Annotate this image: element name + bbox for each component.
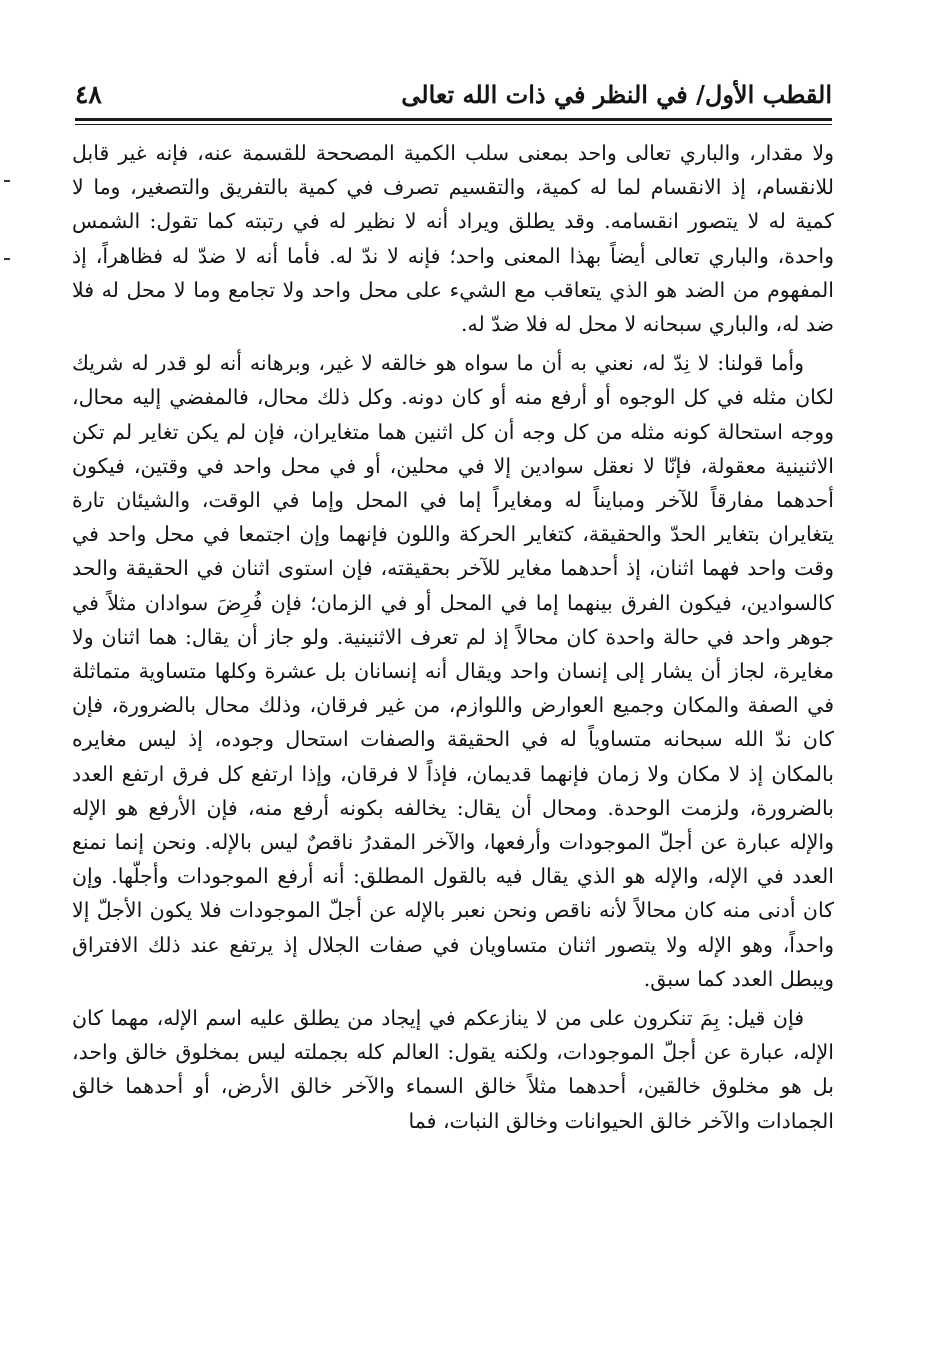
paragraph: فإن قيل: بِمَ تنكرون على من لا ينازعكم في إيجاد من يطلق عليه اسم الإله، مهما كان الإله، عبارة عن أجلّ الموجودات، ولكنه يقول: العالم كله بجملته ليس بمخلوق خالق واحد، بل هو مخلوق خالقين، أحدهما مثلاً خالق السماء والآخر خالق الأرض، أو أحدهما خالق الجمادات والآخر خالق الحيوانات وخالق النبات، فما bbox=[72, 1006, 834, 1133]
paragraph: وأما قولنا: لا نِدّ له، نعني به أن ما سواه هو خالقه لا غير، وبرهانه أنه لو قدر له شريك لكان مثله في كل الوجوه أو أرفع منه أو كان دونه. وكل ذلك محال، فالمفضي إليه محال، ووجه استحالة كونه مثله من كل وجه أن كل اثنين هما متغايران، فإن لم يكن تغاير لم تكن الاثنينية معقولة، فإنّا لا نعقل سوادين إلا في محلين، أو في محل واحد في وقتين، فيكون أحدهما مفارقاً للآخر ومبايناً له ومغايراً إما في المحل وإما في الوقت، والشيئان تارة يتغايران بتغاير الحدّ والحقيقة، كتغاير الحركة واللون فإنهما وإن اجتمعا في محل واحد في وقت واحد فهما اثنان، إذ أحدهما مغاير للآخر بحقيقته، فإن استوى اثنان في الحقيقة والحد كالسوادين، فيكون الفرق بينهما إما في المحل أو في الزمان؛ فإن فُرِضَ سوادان مثلاً في جوهر واحد في حالة واحدة كان محالاً إذ لم تعرف الاثنينية. ولو جاز أن يقال: هما اثنان ولا مغايرة، لجاز أن يشار إلى إنسان واحد ويقال أنه إنسانان بل عشرة وكلها متساوية متماثلة في الصفة والمكان وجميع العوارض واللوازم، من غير فرقان، وذلك محال بالضرورة، فإن كان ندّ الله سبحانه متساوياً له في الحقيقة والصفات استحال وجوده، إذ ليس مغايره بالمكان إذ لا مكان ولا زمان فإنهما قديمان، فإذاً لا فرقان، وإذا ارتفع كل فرق ارتفع العدد بالضرورة، ولزمت الوحدة. ومحال أن يقال: يخالفه بكونه أرفع منه، فإن الأرفع هو الإله والإله عبارة عن أجلّ الموجودات وأرفعها، والآخر المقدرُ ناقصٌ ليس بالإله. ونحن إنما نمنع العدد في الإله، والإله هو الذي يقال فيه بالقول المطلق: أنه أرفع الموجودات وأجلّها. وإن كان أدنى منه كان محالاً لأنه ناقص ونحن نعبر بالإله عن أجلّ الموجودات فلا يكون الأجلّ إلا واحداً، وهو الإله ولا يتصور اثنان متساويان في صفات الجلال إذ يرتفع عند ذلك الافتراق ويبطل العدد كما سبق. bbox=[72, 351, 834, 991]
header-rule-thick bbox=[75, 118, 832, 121]
paragraph: ولا مقدار، والباري تعالى واحد بمعنى سلب الكمية المصححة للقسمة عنه، فإنه غير قابل للانقسام، إذ الانقسام لما له كمية، والتقسيم تصرف في كمية بالتفريق والتصغير، وما لا كمية له لا يتصور انقسامه. وقد يطلق ويراد أنه لا نظير له في رتبته كما تقول: الشمس واحدة، والباري تعالى أيضاً بهذا المعنى واحد؛ فإنه لا ندّ له. فأما أنه لا ضدّ له فظاهراً، إذ المفهوم من الضد هو الذي يتعاقب مع الشيء على محل واحد ولا تجامع وما لا محل له فلا ضد له، والباري سبحانه لا محل له فلا ضدّ له. bbox=[72, 141, 834, 337]
page-header bbox=[75, 78, 832, 114]
margin-mark bbox=[4, 180, 10, 182]
body-text bbox=[72, 136, 834, 1143]
page-number: ٤٨ bbox=[75, 80, 102, 109]
running-title: القطب الأول/ في النظر في ذات الله تعالى bbox=[401, 80, 832, 109]
margin-mark bbox=[4, 258, 10, 260]
header-rule-thin bbox=[75, 124, 832, 125]
